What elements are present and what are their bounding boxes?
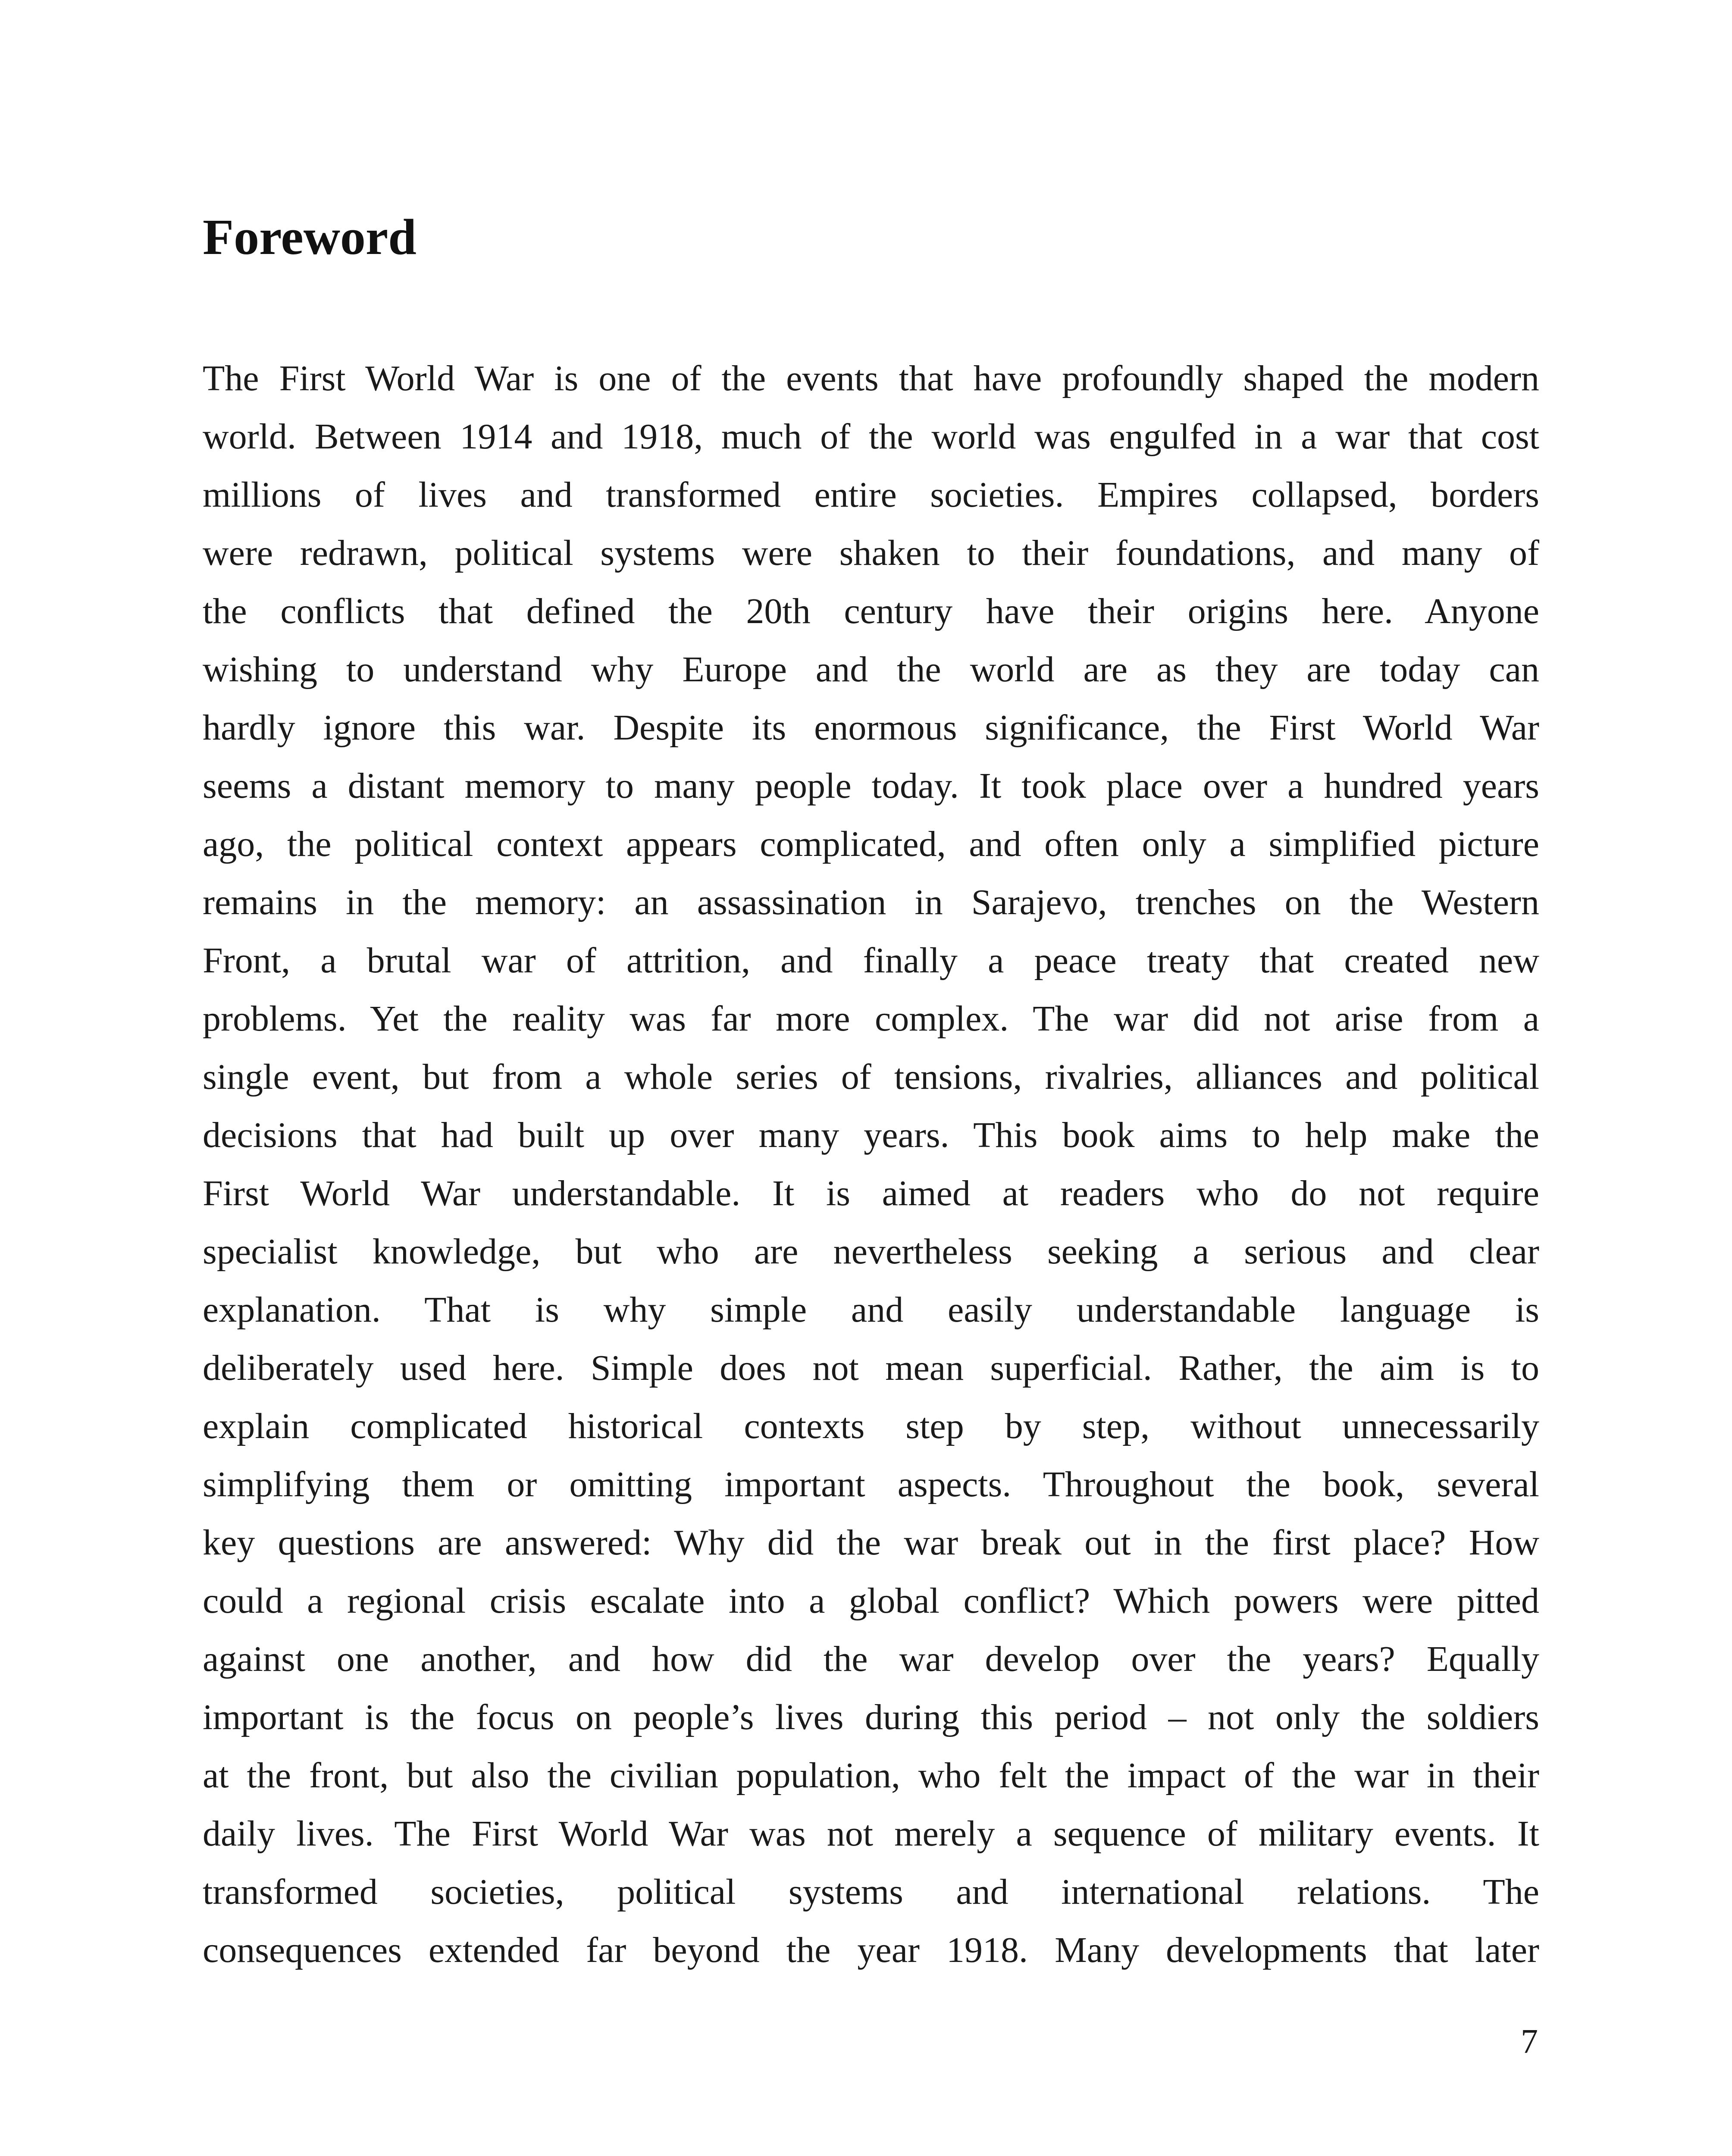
text-line: could a regional crisis escalate into a global conflict? Which powers were pitted [203, 1581, 1539, 1621]
text-line: single event, but from a whole series of tensions, rivalries, alliances and political [203, 1057, 1539, 1097]
text-line: world. Between 1914 and 1918, much of the world was engulfed in a war that cost [203, 417, 1539, 457]
text-line: The First World War is one of the events that have profoundly shaped the modern [203, 358, 1539, 398]
text-line: millions of lives and transformed entire societies. Empires collapsed, borders [203, 475, 1539, 515]
text-line: the conflicts that defined the 20th century have their origins here. Anyone [203, 591, 1539, 631]
text-line: important is the focus on people’s lives during this period – not only the soldiers [203, 1697, 1539, 1737]
text-line: decisions that had built up over many years. This book aims to help make the [203, 1115, 1539, 1155]
text-line: were redrawn, political systems were shaken to their foundations, and many of [203, 533, 1539, 573]
text-line: daily lives. The First World War was not merely a sequence of military events. It [203, 1814, 1539, 1854]
text-line: explanation. That is why simple and easily understandable language is [203, 1290, 1539, 1330]
text-line: at the front, but also the civilian population, who felt the impact of the war in their [203, 1755, 1539, 1796]
text-line: problems. Yet the reality was far more complex. The war did not arise from a [203, 999, 1539, 1039]
text-line: wishing to understand why Europe and the world are as they are today can [203, 649, 1539, 689]
text-line: simplifying them or omitting important aspects. Throughout the book, several [203, 1464, 1539, 1504]
page-number: 7 [1521, 2023, 1538, 2061]
text-line: remains in the memory: an assassination in Sarajevo, trenches on the Western [203, 882, 1539, 922]
text-line: First World War understandable. It is aimed at readers who do not require [203, 1173, 1539, 1213]
text-line: deliberately used here. Simple does not mean superficial. Rather, the aim is to [203, 1348, 1539, 1388]
text-line: Front, a brutal war of attrition, and finally a peace treaty that created new [203, 940, 1539, 981]
body-paragraph [203, 349, 1539, 1979]
text-line: explain complicated historical contexts step by step, without unnecessarily [203, 1406, 1539, 1446]
text-line: seems a distant memory to many people today. It took place over a hundred years [203, 766, 1539, 806]
text-line: transformed societies, political systems and international relations. The [203, 1872, 1539, 1912]
text-line: hardly ignore this war. Despite its enormous significance, the First World War [203, 708, 1539, 748]
text-line: specialist knowledge, but who are nevertheless seeking a serious and clear [203, 1232, 1539, 1272]
chapter-heading: Foreword [203, 209, 417, 265]
text-line: consequences extended far beyond the year 1918. Many developments that later [203, 1930, 1539, 1970]
text-line: ago, the political context appears complicated, and often only a simplified picture [203, 824, 1539, 864]
text-line: against one another, and how did the war develop over the years? Equally [203, 1639, 1539, 1679]
text-line: key questions are answered: Why did the war break out in the first place? How [203, 1523, 1539, 1563]
